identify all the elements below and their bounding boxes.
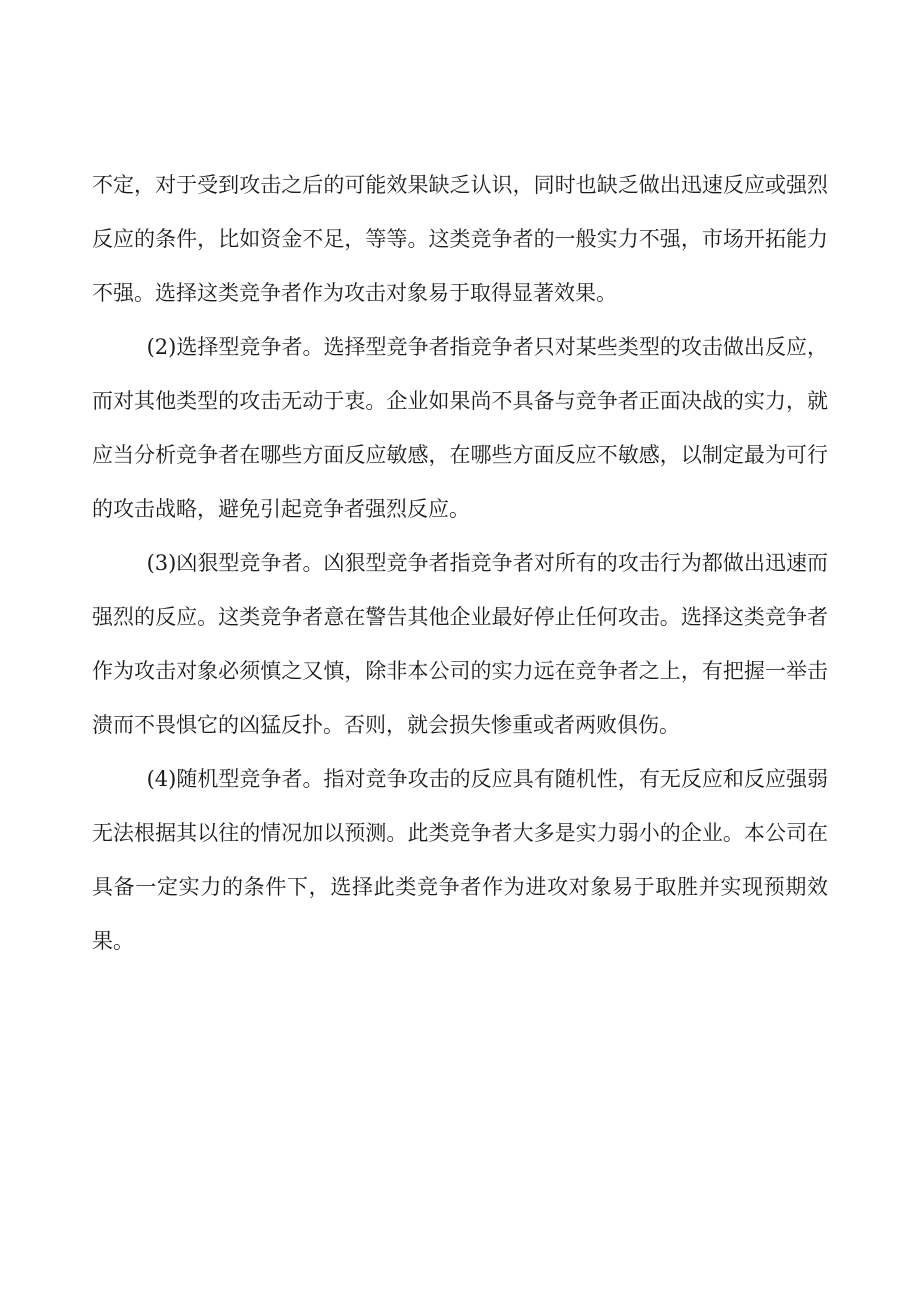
paragraph-random-competitor: (4)随机型竞争者。指对竞争攻击的反应具有随机性，有无反应和反应强弱无法根据其以往的情况加以预测。此类竞争者大多是实力弱小的企业。本公司在具备一定实力的条件下，选择此类竞争者作为进攻对象易于取胜并实现预期效果。 (92, 767, 828, 953)
paragraph-continuation: 不定，对于受到攻击之后的可能效果缺乏认识，同时也缺乏做出迅速反应或强烈反应的条件，比如资金不足，等等。这类竞争者的一般实力不强，市场开拓能力不强。选择这类竞争者作为攻击对象易于取得显著效果。 (92, 173, 828, 305)
paragraph-selective-competitor: (2)选择型竞争者。选择型竞争者指竞争者只对某些类型的攻击做出反应，而对其他类型的攻击无动于衷。企业如果尚不具备与竞争者正面决战的实力，就应当分析竞争者在哪些方面反应敏感，在哪些方面反应不敏感，以制定最为可行的攻击战略，避免引起竞争者强烈反应。 (92, 335, 828, 521)
paragraph-aggressive-competitor: (3)凶狠型竞争者。凶狠型竞争者指竞争者对所有的攻击行为都做出迅速而强烈的反应。这类竞争者意在警告其他企业最好停止任何攻击。选择这类竞争者作为攻击对象必须慎之又慎，除非本公司的实力远在竞争者之上，有把握一举击溃而不畏惧它的凶猛反扑。否则，就会损失惨重或者两败俱伤。 (92, 551, 828, 737)
body-text (92, 158, 828, 968)
